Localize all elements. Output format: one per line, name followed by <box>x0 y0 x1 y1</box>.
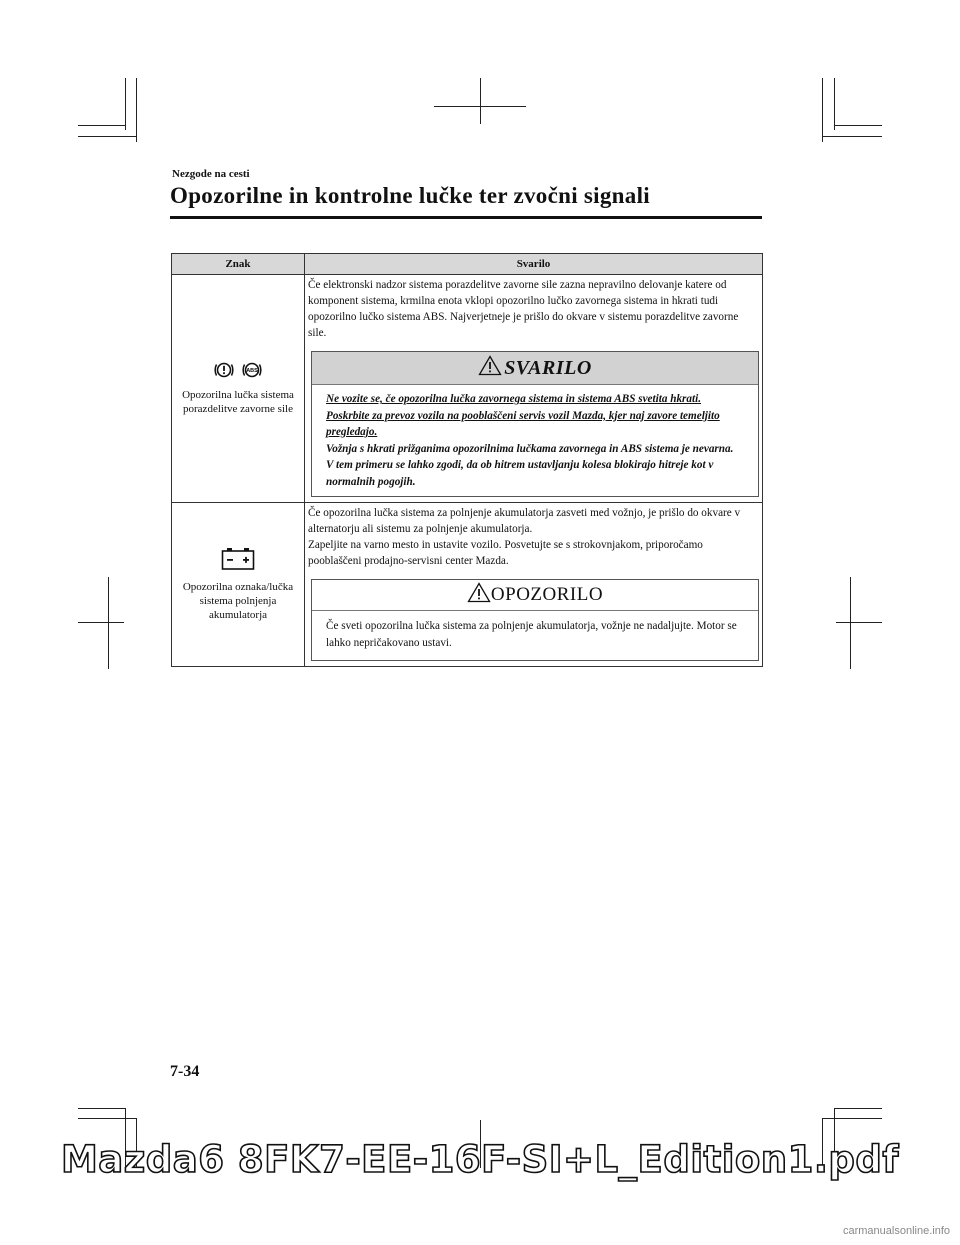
svarilo-box <box>311 351 759 497</box>
crop-mark <box>834 125 882 126</box>
column-header-warning: Svarilo <box>305 254 763 275</box>
symbol-label: Opozorilna oznaka/lučka sistema polnjenja akumulatorja <box>182 581 294 621</box>
svarilo-body <box>312 385 758 496</box>
crop-mark <box>836 622 882 623</box>
crop-mark <box>78 136 137 137</box>
symbol-cell <box>172 503 305 667</box>
svarilo-line: V tem primeru se lahko zgodi, da ob hitrem ustavljanju kolesa blokirajo hitreje kot v normalnih pogojih. <box>326 459 714 488</box>
table-header-row <box>172 254 763 275</box>
opozorilo-body <box>312 611 758 660</box>
abs-icon <box>241 361 263 382</box>
crop-mark <box>834 1108 882 1109</box>
crop-mark <box>78 1118 136 1119</box>
crop-mark <box>822 136 882 137</box>
symbol-cell <box>172 275 305 503</box>
opozorilo-header <box>312 580 758 611</box>
svarilo-title: SVARILO <box>504 356 592 379</box>
crop-mark <box>434 106 526 107</box>
symbol-label: Opozorilna lučka sistema porazdelitve zavorne sile <box>182 389 294 415</box>
footer-filename: Mazda6 8FK7-EE-16F-SI+L_Edition1.pdf <box>60 1138 900 1181</box>
description-cell <box>305 275 763 503</box>
warning-table <box>171 253 763 667</box>
site-watermark: carmanualsonline.info <box>842 1225 950 1237</box>
brake-warning-icon <box>213 361 235 382</box>
crop-mark <box>78 125 126 126</box>
crop-mark <box>850 577 851 669</box>
page-title: Opozorilne in kontrolne lučke ter zvočni signali <box>170 183 650 208</box>
crop-mark <box>136 78 137 142</box>
description-cell <box>305 503 763 667</box>
abs-icon-text: ABS <box>246 368 258 374</box>
battery-icon <box>221 547 255 574</box>
title-rule <box>170 216 762 219</box>
opozorilo-title: OPOZORILO <box>490 584 604 605</box>
section-title: Nezgode na cesti <box>172 168 250 180</box>
opozorilo-text: Če sveti opozorilna lučka sistema za polnjenje akumulatorja, vožnje ne nadaljujte. Motor se lahko nepričakovano ustavi. <box>326 620 737 649</box>
opozorilo-box <box>311 579 759 661</box>
crop-mark <box>78 622 124 623</box>
warning-triangle-icon <box>467 582 491 609</box>
table-row <box>172 275 763 503</box>
description-text: Če opozorilna lučka sistema za polnjenje akumulatorja zasveti med vožnjo, je prišlo do okvare v alternatorju ali sistemu za polnjenje akumulatorja. <box>308 507 741 535</box>
crop-mark <box>822 78 823 142</box>
crop-mark <box>125 78 126 130</box>
crop-mark <box>78 1108 126 1109</box>
crop-mark <box>834 78 835 130</box>
column-header-symbol: Znak <box>172 254 305 275</box>
crop-mark <box>108 577 109 669</box>
table-row <box>172 503 763 667</box>
description-text: Zapeljite na varno mesto in ustavite vozilo. Posvetujte se s strokovnjakom, priporočamo pooblaščeni prodajno-servisni center Mazda. <box>308 539 703 567</box>
svarilo-line: Vožnja s hkrati prižganima opozorilnima lučkama zavornega in ABS sistema je nevarna. <box>326 442 734 455</box>
svarilo-header <box>312 352 758 385</box>
crop-mark <box>822 1118 882 1119</box>
crop-mark <box>480 78 481 124</box>
description-text: Če elektronski nadzor sistema porazdelitve zavorne sile zazna nepravilno delovanje katere od komponent sistema, krmilna enota vklopi opozorilno lučko zavornega sistema in hkrati tudi opozorilno lučko sistema ABS. Najverjetneje je prišlo do okvare v sistemu porazdelitve zavorne sile. <box>308 279 739 339</box>
svarilo-line: Poskrbite za prevoz vozila na pooblaščeni servis vozil Mazda, kjer naj zavore temeljito pregledajo. <box>326 409 720 438</box>
page-number: 7-34 <box>170 1063 200 1080</box>
warning-triangle-icon <box>478 355 504 382</box>
svarilo-line: Ne vozite se, če opozorilna lučka zavornega sistema in sistema ABS svetita hkrati. <box>326 393 701 405</box>
